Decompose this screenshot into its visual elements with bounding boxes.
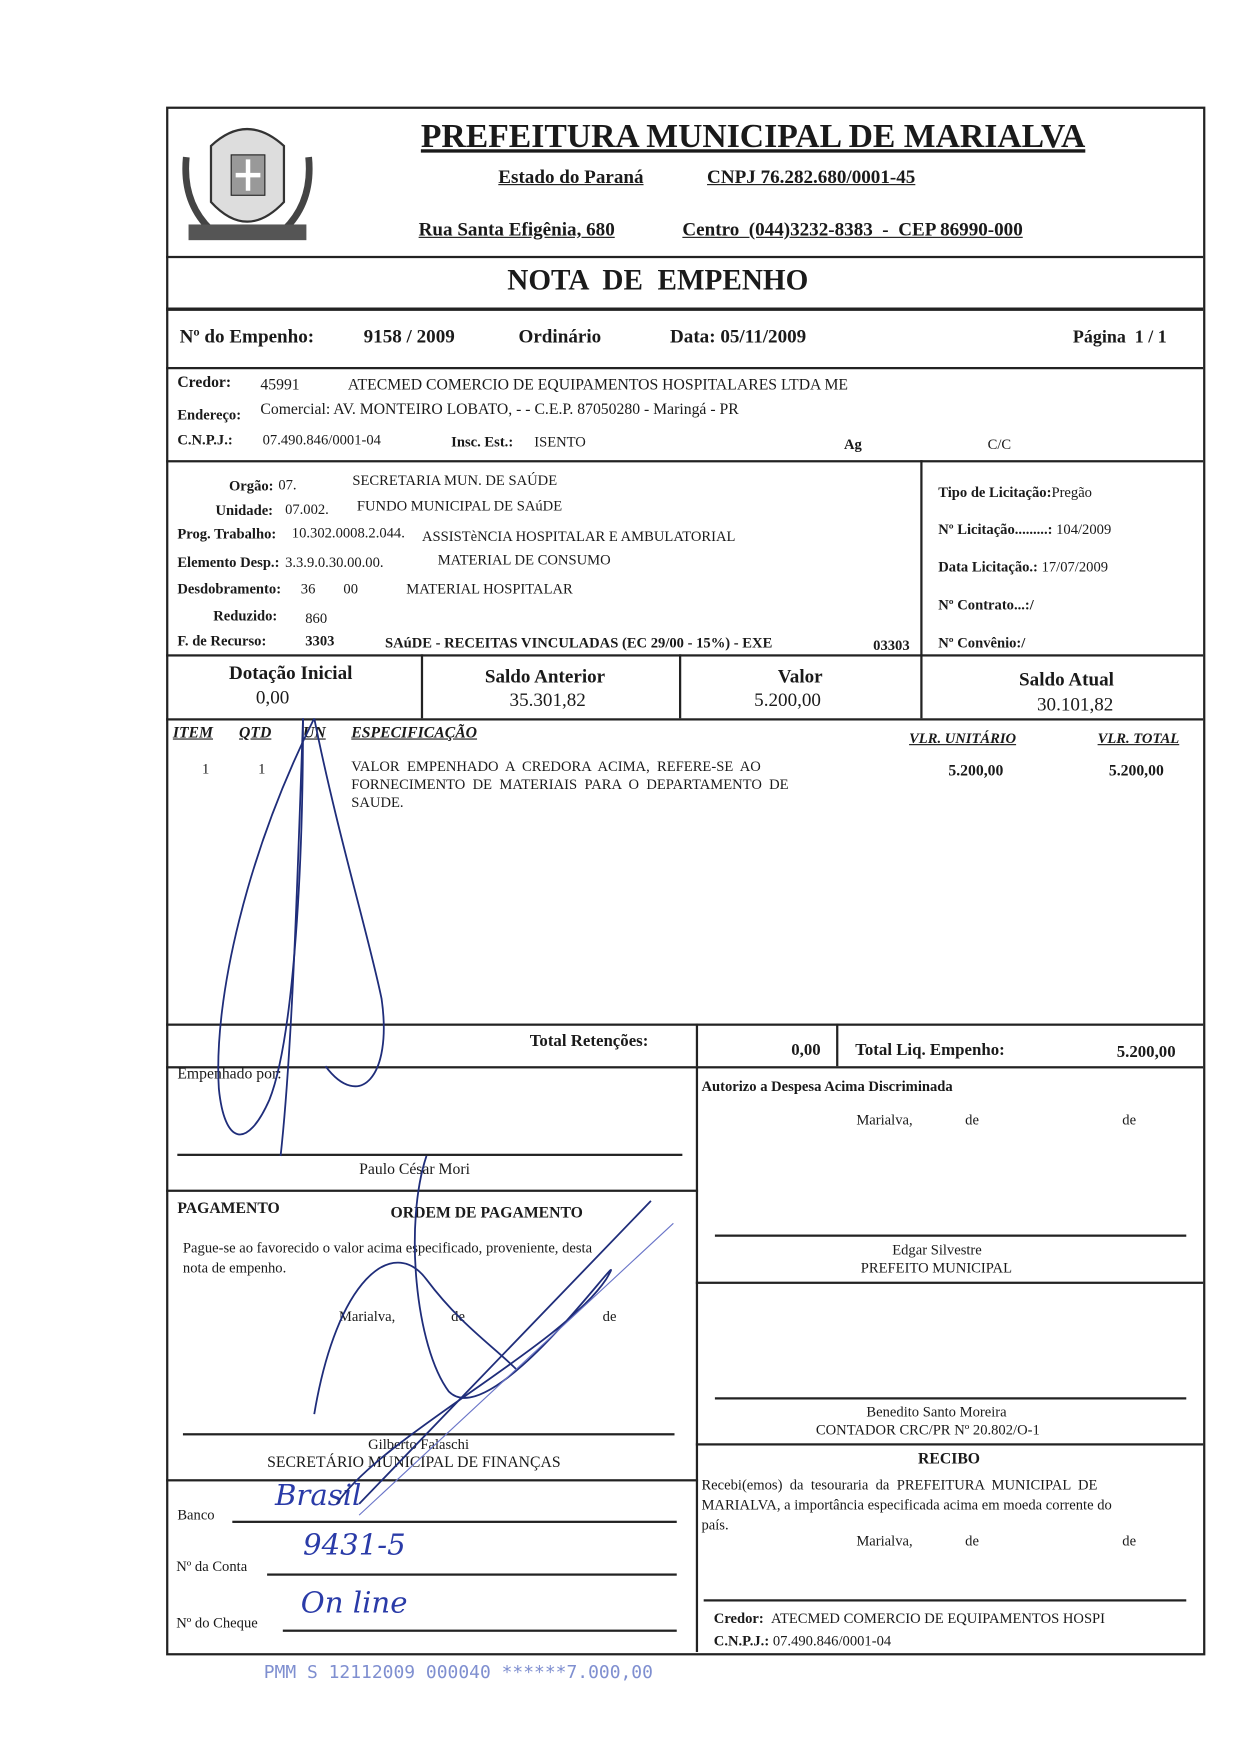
agency-label: Ag <box>843 435 862 453</box>
data-licitacao: 17/07/2009 <box>1041 557 1109 575</box>
orgao-label: Orgão: <box>228 476 274 494</box>
banco-field[interactable]: Brasil <box>274 1479 362 1513</box>
recibo-text: Recebi(emos) da tesouraria da PREFEITURA MUNICIPAL DE <box>701 1475 1098 1493</box>
credor-label: Credor: <box>177 374 232 392</box>
reduzido-value: 860 <box>305 609 328 627</box>
date-de: de <box>965 1111 979 1128</box>
desdobramento-label: Desdobramento: <box>177 580 282 598</box>
page-number: Página 1 / 1 <box>1072 327 1167 347</box>
orgao-code: 07. <box>278 475 297 493</box>
recurso-code: 3303 <box>305 631 335 649</box>
prog-code: 10.302.0008.2.044. <box>291 524 405 541</box>
conta-field[interactable]: 9431-5 <box>303 1528 406 1563</box>
place-marialva: Marialva, <box>338 1307 396 1325</box>
recibo-text-3: país. <box>701 1516 729 1534</box>
valor-label: Valor <box>777 665 823 687</box>
valor-value: 5.200,00 <box>754 689 821 711</box>
credor-cnpj: 07.490.846/0001-04 <box>262 430 381 448</box>
date-de: de <box>1122 1531 1137 1549</box>
empenho-number: 9158 / 2009 <box>363 325 455 347</box>
data-licitacao-label: Data Licitação.: <box>938 557 1038 575</box>
date-de: de <box>965 1531 979 1549</box>
desdobramento-code: 36 <box>300 580 316 598</box>
empenho-type: Ordinário <box>518 325 602 347</box>
cheque-label: Nº do Cheque <box>176 1613 258 1631</box>
document-title: NOTA DE EMPENHO <box>507 263 809 297</box>
empenhado-label: Empenhado por: <box>177 1066 282 1084</box>
banco-label: Banco <box>177 1506 215 1523</box>
spec-line: VALOR EMPENHADO A CREDORA ACIMA, REFERE-SE AO <box>351 757 761 775</box>
dotacao-value: 0,00 <box>255 686 290 709</box>
recibo-credor-label: Credor: <box>713 1609 764 1627</box>
recurso-label: F. de Recurso: <box>177 631 267 649</box>
col-especificacao: ESPECIFICAÇÃO <box>351 725 478 742</box>
ie-label: Insc. Est.: <box>451 433 514 451</box>
ordem-text: Pague-se ao favorecido o valor acima especificado, proveniente, desta <box>182 1239 593 1256</box>
header-address: Rua Santa Efigênia, 680 <box>418 218 615 241</box>
signer-edgar: Edgar Silvestre <box>892 1241 982 1259</box>
signer-gilberto: Gilberto Falaschi <box>368 1435 470 1453</box>
signer-benedito: Benedito Santo Moreira <box>866 1402 1007 1420</box>
desdobramento-sub: 00 <box>343 580 359 598</box>
credor-name: ATECMED COMERCIO DE EQUIPAMENTOS HOSPITALARES LTDA ME <box>347 377 849 394</box>
signer-benedito-title: CONTADOR CRC/PR Nº 20.802/O-1 <box>815 1420 1040 1438</box>
empenho-label: Nº do Empenho: <box>179 325 315 347</box>
item-total-value: 5.200,00 <box>1108 763 1164 780</box>
retencoes-value: 0,00 <box>791 1041 821 1060</box>
account-label: C/C <box>987 435 1012 453</box>
saldo-anterior-value: 35.301,82 <box>509 689 586 711</box>
retencoes-label: Total Retenções: <box>529 1032 649 1051</box>
conta-label: Nº da Conta <box>176 1557 248 1575</box>
recibo-cnpj-label: C.N.P.J.: <box>713 1631 770 1649</box>
saldo-anterior-label: Saldo Anterior <box>484 665 606 687</box>
header-state: Estado do Paraná <box>498 166 644 188</box>
item-number: 1 <box>202 759 210 777</box>
tipo-licitacao-label: Tipo de Licitação: <box>938 483 1052 501</box>
col-qtd: QTD <box>239 725 272 742</box>
recibo-text-2: MARIALVA, a importância especificada acima em moeda corrente do <box>701 1496 1112 1513</box>
prog-label: Prog. Trabalho: <box>177 525 277 543</box>
col-un: UN <box>303 725 326 742</box>
elemento-code: 3.3.9.0.30.00.00. <box>285 553 384 571</box>
elemento-desc: MATERIAL DE CONSUMO <box>437 551 611 568</box>
header-contact: Centro (044)3232-8383 - CEP 86990-000 <box>682 218 1023 241</box>
recibo-credor: ATECMED COMERCIO DE EQUIPAMENTOS HOSPI <box>771 1609 1106 1627</box>
address-label: Endereço: <box>177 406 242 424</box>
autorizo-label: Autorizo a Despesa Acima Discriminada <box>701 1077 953 1095</box>
cnpj-label: C.N.P.J.: <box>177 430 233 448</box>
saldo-atual-label: Saldo Atual <box>1019 668 1114 691</box>
item-unit-value: 5.200,00 <box>948 763 1004 780</box>
unidade-label: Unidade: <box>215 501 274 519</box>
contrato: Nº Contrato...:/ <box>938 595 1034 613</box>
recurso-code-2: 03303 <box>873 636 910 654</box>
place-marialva: Marialva, <box>856 1111 913 1128</box>
reduzido-label: Reduzido: <box>213 607 278 624</box>
place-marialva: Marialva, <box>856 1531 913 1549</box>
col-vlr-total: VLR. TOTAL <box>1097 729 1180 747</box>
date-de: de <box>602 1307 617 1325</box>
tipo-licitacao: Pregão <box>1051 483 1092 501</box>
empenho-date: Data: 05/11/2009 <box>670 325 807 347</box>
pagamento-heading: PAGAMENTO <box>177 1200 280 1218</box>
signer-paulo: Paulo César Mori <box>359 1161 470 1179</box>
handwritten-signature <box>202 718 696 1526</box>
date-de: de <box>451 1307 465 1325</box>
unidade-desc: FUNDO MUNICIPAL DE SAúDE <box>356 497 563 515</box>
bank-stamp: PMM S 12112009 000040 ******7.000,00 <box>263 1661 653 1683</box>
spec-line: FORNECIMENTO DE MATERIAIS PARA O DEPARTAMENTO DE <box>351 775 789 793</box>
signer-gilberto-title: SECRETÁRIO MUNICIPAL DE FINANÇAS <box>267 1454 561 1472</box>
header-title: PREFEITURA MUNICIPAL DE MARIALVA <box>420 117 1086 155</box>
signer-edgar-title: PREFEITO MUNICIPAL <box>860 1259 1012 1277</box>
liq-empenho-label: Total Liq. Empenho: <box>855 1041 1005 1060</box>
ordem-pagamento-heading: ORDEM DE PAGAMENTO <box>390 1205 583 1223</box>
col-vlr-unitario: VLR. UNITÁRIO <box>909 729 1017 747</box>
elemento-label: Elemento Desp.: <box>177 553 280 571</box>
credor-code: 45991 <box>260 377 300 394</box>
licitacao-number: 104/2009 <box>1056 520 1112 538</box>
coat-of-arms-logo <box>177 112 317 256</box>
spec-line: SAUDE. <box>351 793 404 811</box>
recurso-desc: SAúDE - RECEITAS VINCULADAS (EC 29/00 - 15%) - EXE <box>384 634 773 651</box>
licitacao-label: Nº Licitação.........: <box>938 520 1053 538</box>
liq-empenho-value: 5.200,00 <box>1116 1043 1176 1062</box>
recibo-cnpj: 07.490.846/0001-04 <box>772 1631 892 1649</box>
credor-ie: ISENTO <box>534 433 586 451</box>
unidade-code: 07.002. <box>285 500 329 518</box>
header-cnpj: CNPJ 76.282.680/0001-45 <box>707 166 916 188</box>
saldo-atual-value: 30.101,82 <box>1037 693 1114 715</box>
convenio: Nº Convênio:/ <box>938 634 1026 651</box>
date-de: de <box>1122 1111 1137 1128</box>
desdobramento-desc: MATERIAL HOSPITALAR <box>406 580 573 598</box>
credor-address: Comercial: AV. MONTEIRO LOBATO, - - C.E.P. 87050280 - Maringá - PR <box>260 401 739 419</box>
col-item: ITEM <box>172 725 214 742</box>
recibo-heading: RECIBO <box>918 1451 981 1468</box>
cheque-field[interactable]: On line <box>300 1586 408 1621</box>
dotacao-label: Dotação Inicial <box>228 662 353 684</box>
prog-desc: ASSISTèNCIA HOSPITALAR E AMBULATORIAL <box>421 527 736 545</box>
ordem-text-2: nota de empenho. <box>182 1259 287 1277</box>
orgao-desc: SECRETARIA MUN. DE SAÚDE <box>352 471 558 489</box>
item-qtd: 1 <box>258 759 266 777</box>
